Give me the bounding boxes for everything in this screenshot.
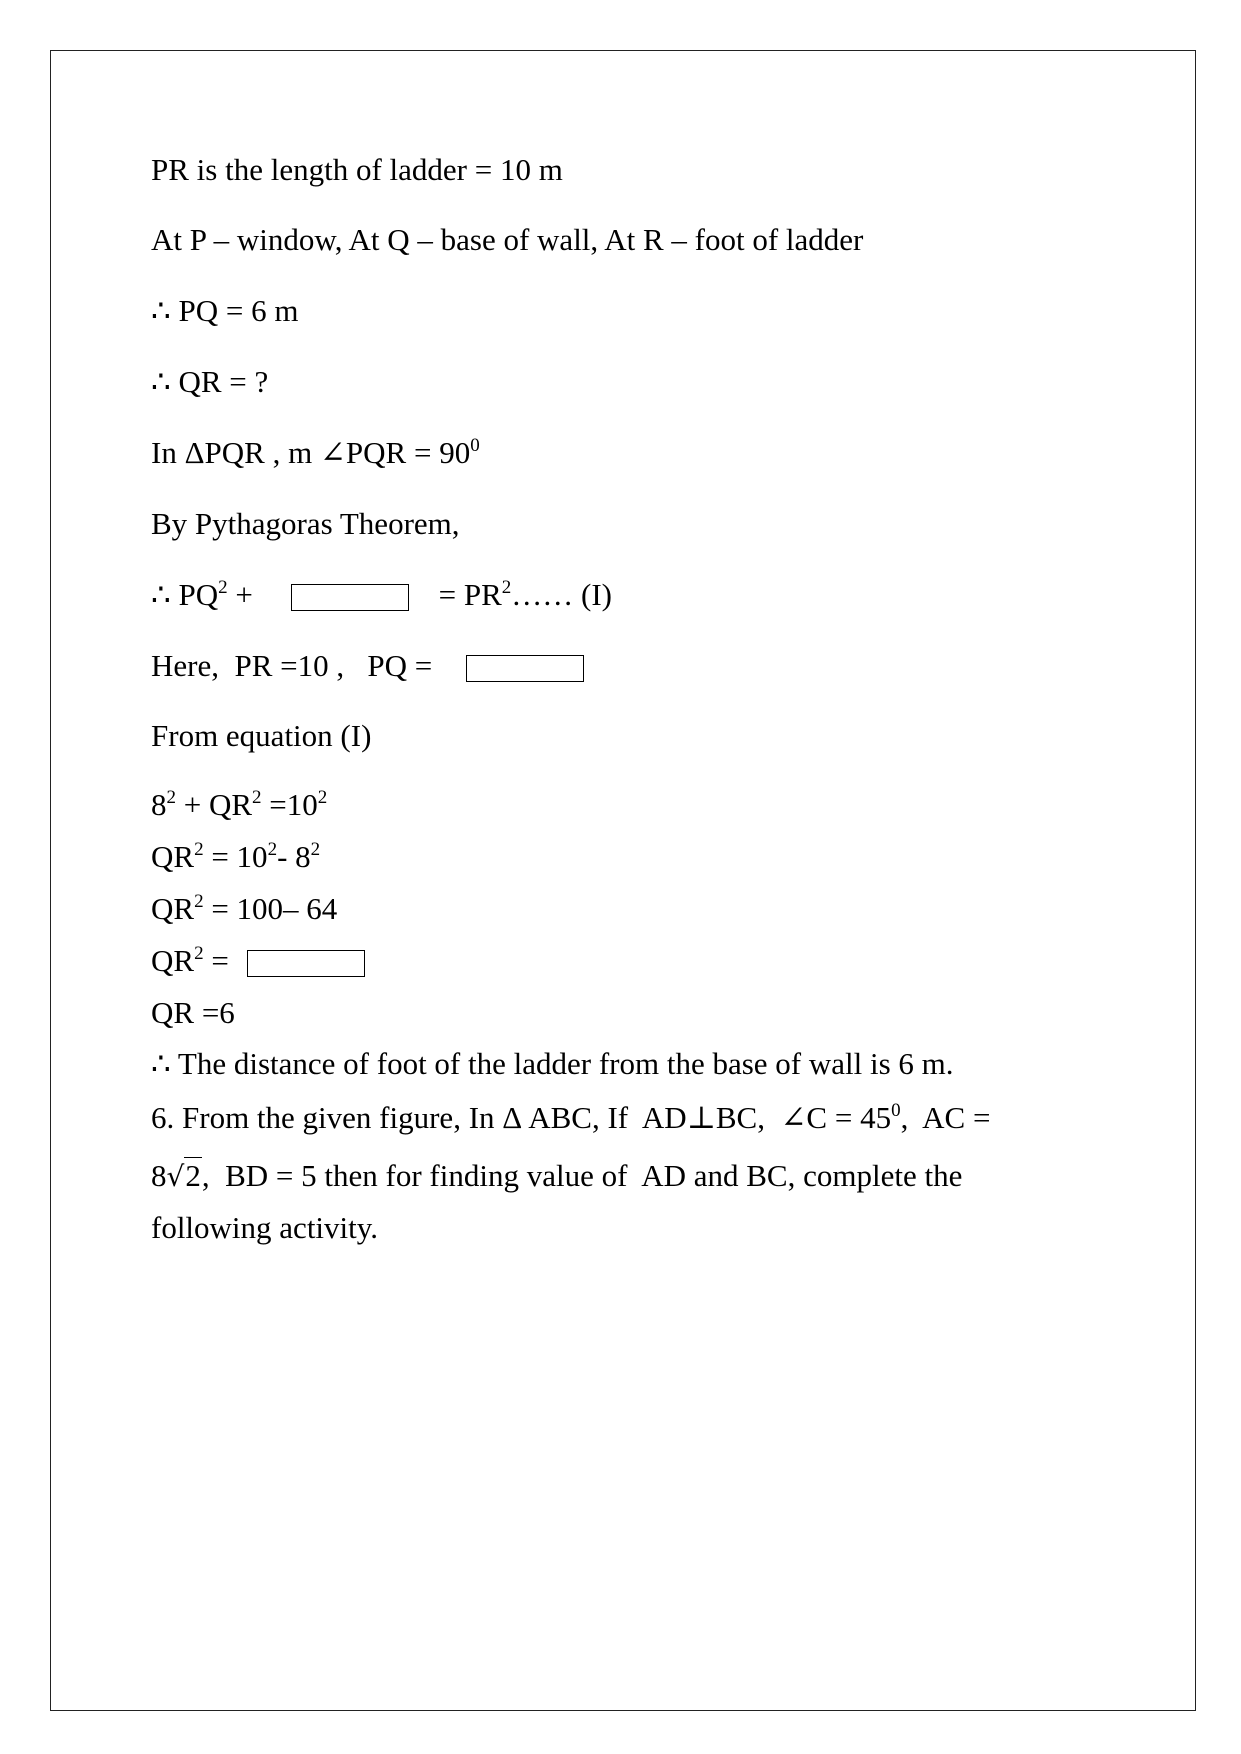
answer-box-qr-squared[interactable] — [291, 584, 409, 611]
step3-a: QR — [151, 891, 195, 926]
step1-c-sup: 2 — [317, 787, 328, 808]
step3-b: = 100– 64 — [203, 891, 338, 926]
eq1-plus: + — [227, 577, 261, 612]
text-here-values — [151, 648, 584, 684]
text-conclusion: ∴ The distance of foot of the ladder from the base of wall is 6 m. — [151, 1046, 954, 1081]
text-ladder-length: PR is the length of ladder = 10 m — [151, 152, 563, 187]
step2-b: = 10 — [203, 839, 268, 874]
text-pythagoras-heading: By Pythagoras Theorem, — [151, 506, 460, 541]
text-right-angle-main: In ΔPQR , m ∠PQR = 90 — [151, 435, 471, 470]
step-1 — [151, 787, 327, 823]
step2-a-sup: 2 — [194, 839, 204, 860]
question-6-line1 — [151, 1100, 990, 1136]
step1-a: 8 — [151, 787, 167, 822]
question-6-line3: following activity. — [151, 1210, 379, 1245]
step3-a-sup: 2 — [194, 891, 204, 912]
answer-box-pq[interactable] — [466, 655, 584, 682]
text-pq-value: ∴ PQ = 6 m — [151, 293, 299, 328]
equation-one — [151, 577, 612, 613]
step2-c: - 8 — [277, 839, 311, 874]
step-3 — [151, 891, 337, 927]
step4-b: = — [203, 943, 229, 978]
eq1-pr-sup: 2 — [501, 577, 512, 598]
text-qr-question: ∴ QR = ? — [151, 364, 269, 399]
here-values-label: Here, PR =10 , PQ = — [151, 648, 433, 683]
q6-line1-end: , AC = — [900, 1100, 991, 1135]
q6-line2-text: , BD = 5 then for finding value of AD and BC, complete the — [201, 1158, 963, 1193]
eq1-pr: = PR — [438, 577, 502, 612]
sqrt-symbol: √ — [166, 1160, 185, 1193]
q6-coefficient: 8 — [151, 1158, 167, 1193]
sqrt-radicand: 2 — [185, 1158, 201, 1193]
step1-b-sup: 2 — [252, 787, 262, 808]
step-4 — [151, 943, 365, 979]
question-6-line2 — [151, 1158, 962, 1195]
step-2 — [151, 839, 320, 875]
text-points-description: At P – window, At Q – base of wall, At R – foot of ladder — [151, 222, 864, 257]
eq1-pq-sup: 2 — [218, 577, 228, 598]
degree-sup: 0 — [470, 435, 480, 456]
eq1-tail: …… (I) — [511, 577, 612, 612]
step2-b-sup: 2 — [267, 839, 278, 860]
step-5: QR =6 — [151, 995, 235, 1030]
step2-c-sup: 2 — [310, 839, 321, 860]
answer-box-qr-squared-value[interactable] — [247, 950, 365, 977]
step2-a: QR — [151, 839, 195, 874]
step1-a-sup: 2 — [166, 787, 176, 808]
step1-b: + QR — [176, 787, 253, 822]
q6-line1-main: 6. From the given figure, In Δ ABC, If AD⊥BC, ∠C = 45 — [151, 1100, 892, 1135]
eq1-pq: ∴ PQ — [151, 577, 219, 612]
step1-c: =10 — [261, 787, 318, 822]
q6-degree-sup: 0 — [891, 1100, 901, 1121]
text-right-angle — [151, 435, 480, 471]
step4-a-sup: 2 — [194, 943, 204, 964]
step4-a: QR — [151, 943, 195, 978]
text-from-equation: From equation (I) — [151, 718, 372, 753]
